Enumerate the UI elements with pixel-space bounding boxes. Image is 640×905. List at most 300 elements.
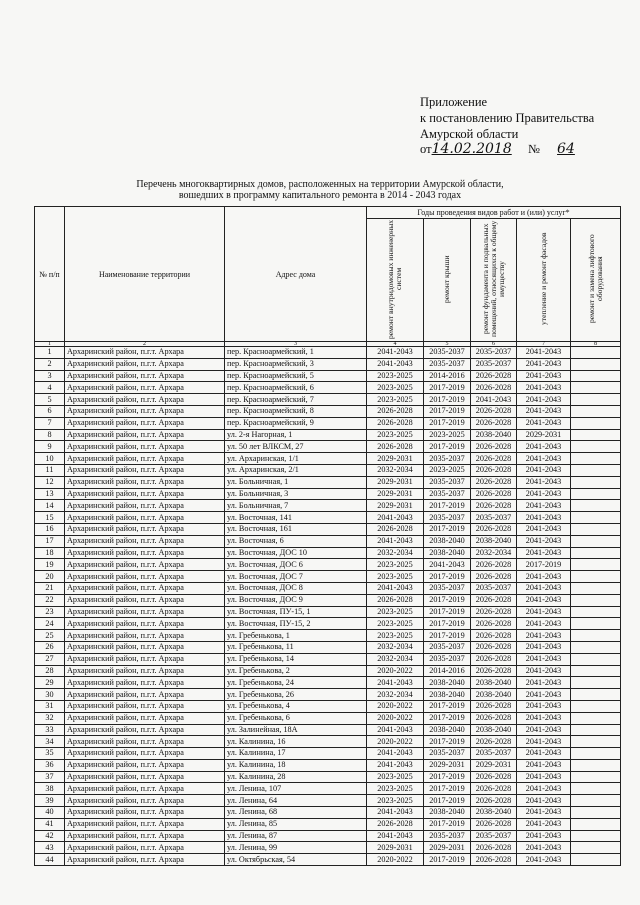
handwritten-date: 14.02.2018 <box>431 141 512 157</box>
date-prefix: от <box>420 142 432 156</box>
row-elevator-years <box>571 559 621 571</box>
region-label: Амурской области <box>420 127 519 141</box>
row-number: 1 <box>35 347 65 359</box>
row-facade-years: 2041-2043 <box>517 700 571 712</box>
row-number: 34 <box>35 736 65 748</box>
row-foundation-years: 2038-2040 <box>471 807 517 819</box>
row-foundation-years: 2026-2028 <box>471 405 517 417</box>
table-row <box>35 783 621 795</box>
row-roof-years: 2035-2037 <box>424 641 471 653</box>
row-territory: Архаринский район, п.г.т. Архара <box>65 641 225 653</box>
row-number: 14 <box>35 500 65 512</box>
row-roof-years: 2023-2025 <box>424 429 471 441</box>
row-facade-years: 2041-2043 <box>517 347 571 359</box>
col-engineering-header: ремонт внутридомовых инженерных систем <box>367 219 424 342</box>
row-territory: Архаринский район, п.г.т. Архара <box>65 559 225 571</box>
row-facade-years: 2041-2043 <box>517 689 571 701</box>
column-number: 8 <box>571 342 621 347</box>
column-number: 4 <box>367 342 424 347</box>
row-address: ул. Восточная, 141 <box>225 512 367 524</box>
row-territory: Архаринский район, п.г.т. Архара <box>65 818 225 830</box>
row-engineering-years: 2041-2043 <box>367 759 424 771</box>
column-number: 1 <box>35 342 65 347</box>
row-engineering-years: 2023-2025 <box>367 618 424 630</box>
table-row <box>35 347 621 359</box>
table-row <box>35 724 621 736</box>
row-foundation-years: 2041-2043 <box>471 394 517 406</box>
row-number: 2 <box>35 358 65 370</box>
row-facade-years: 2041-2043 <box>517 453 571 465</box>
row-territory: Архаринский район, п.г.т. Архара <box>65 582 225 594</box>
row-territory: Архаринский район, п.г.т. Архара <box>65 594 225 606</box>
row-number: 19 <box>35 559 65 571</box>
table-row <box>35 759 621 771</box>
table-row <box>35 441 621 453</box>
row-foundation-years: 2026-2028 <box>471 464 517 476</box>
row-elevator-years <box>571 795 621 807</box>
row-elevator-years <box>571 641 621 653</box>
table-row <box>35 842 621 854</box>
row-address: ул. Гребенькова, 26 <box>225 689 367 701</box>
table-row <box>35 630 621 642</box>
row-foundation-years: 2026-2028 <box>471 736 517 748</box>
row-foundation-years: 2026-2028 <box>471 441 517 453</box>
row-elevator-years <box>571 358 621 370</box>
row-territory: Архаринский район, п.г.т. Архара <box>65 547 225 559</box>
row-address: ул. Гребенькова, 4 <box>225 700 367 712</box>
row-elevator-years <box>571 571 621 583</box>
row-roof-years: 2035-2037 <box>424 512 471 524</box>
row-number: 16 <box>35 523 65 535</box>
row-foundation-years: 2026-2028 <box>471 700 517 712</box>
row-number: 39 <box>35 795 65 807</box>
row-roof-years: 2017-2019 <box>424 736 471 748</box>
row-facade-years: 2041-2043 <box>517 547 571 559</box>
row-address: пер. Красноармейский, 5 <box>225 370 367 382</box>
row-elevator-years <box>571 488 621 500</box>
row-engineering-years: 2023-2025 <box>367 606 424 618</box>
col-foundation-header: ремонт фундамента и подвальных помещений, относящихся к общему имуществу <box>471 219 517 342</box>
table-row <box>35 712 621 724</box>
column-number: 5 <box>424 342 471 347</box>
table-row <box>35 464 621 476</box>
row-number: 38 <box>35 783 65 795</box>
row-facade-years: 2041-2043 <box>517 512 571 524</box>
row-engineering-years: 2026-2028 <box>367 818 424 830</box>
row-number: 43 <box>35 842 65 854</box>
table-row <box>35 523 621 535</box>
row-engineering-years: 2023-2025 <box>367 630 424 642</box>
row-facade-years: 2041-2043 <box>517 677 571 689</box>
row-elevator-years <box>571 347 621 359</box>
list-title-line2: вошедших в программу капитального ремонта в 2014 - 2043 годах <box>178 190 462 201</box>
row-roof-years: 2038-2040 <box>424 689 471 701</box>
row-facade-years: 2041-2043 <box>517 618 571 630</box>
row-elevator-years <box>571 500 621 512</box>
row-roof-years: 2017-2019 <box>424 771 471 783</box>
row-facade-years: 2041-2043 <box>517 807 571 819</box>
row-territory: Архаринский район, п.г.т. Архара <box>65 724 225 736</box>
row-number: 32 <box>35 712 65 724</box>
row-address: пер. Красноармейский, 6 <box>225 382 367 394</box>
row-elevator-years <box>571 382 621 394</box>
row-roof-years: 2017-2019 <box>424 405 471 417</box>
row-foundation-years: 2026-2028 <box>471 771 517 783</box>
row-elevator-years <box>571 724 621 736</box>
row-roof-years: 2017-2019 <box>424 783 471 795</box>
row-engineering-years: 2041-2043 <box>367 724 424 736</box>
row-roof-years: 2035-2037 <box>424 582 471 594</box>
row-territory: Архаринский район, п.г.т. Архара <box>65 677 225 689</box>
row-number: 21 <box>35 582 65 594</box>
row-roof-years: 2017-2019 <box>424 500 471 512</box>
table-row <box>35 771 621 783</box>
row-foundation-years: 2029-2031 <box>471 759 517 771</box>
row-address: ул. Ленина, 99 <box>225 842 367 854</box>
row-elevator-years <box>571 464 621 476</box>
table-row <box>35 382 621 394</box>
row-elevator-years <box>571 748 621 760</box>
table-row <box>35 606 621 618</box>
row-number: 12 <box>35 476 65 488</box>
table-row <box>35 559 621 571</box>
row-engineering-years: 2020-2022 <box>367 712 424 724</box>
row-elevator-years <box>571 677 621 689</box>
row-address: ул. Калинина, 28 <box>225 771 367 783</box>
row-number: 37 <box>35 771 65 783</box>
row-elevator-years <box>571 830 621 842</box>
row-facade-years: 2041-2043 <box>517 606 571 618</box>
row-engineering-years: 2020-2022 <box>367 854 424 866</box>
row-territory: Архаринский район, п.г.т. Архара <box>65 347 225 359</box>
row-territory: Архаринский район, п.г.т. Архара <box>65 500 225 512</box>
row-address: ул. Гребенькова, 14 <box>225 653 367 665</box>
row-territory: Архаринский район, п.г.т. Архара <box>65 417 225 429</box>
row-facade-years: 2041-2043 <box>517 464 571 476</box>
row-foundation-years: 2026-2028 <box>471 795 517 807</box>
row-number: 22 <box>35 594 65 606</box>
row-territory: Архаринский район, п.г.т. Архара <box>65 429 225 441</box>
row-roof-years: 2035-2037 <box>424 453 471 465</box>
row-number: 10 <box>35 453 65 465</box>
row-roof-years: 2035-2037 <box>424 653 471 665</box>
row-elevator-years <box>571 606 621 618</box>
table-row <box>35 488 621 500</box>
table-row <box>35 394 621 406</box>
row-territory: Архаринский район, п.г.т. Архара <box>65 476 225 488</box>
row-engineering-years: 2032-2034 <box>367 641 424 653</box>
list-title-line1: Перечень многоквартирных домов, расположенных на территории Амурской области, <box>136 179 504 190</box>
row-territory: Архаринский район, п.г.т. Архара <box>65 358 225 370</box>
row-engineering-years: 2041-2043 <box>367 512 424 524</box>
row-engineering-years: 2023-2025 <box>367 771 424 783</box>
row-foundation-years: 2026-2028 <box>471 417 517 429</box>
row-elevator-years <box>571 394 621 406</box>
row-roof-years: 2038-2040 <box>424 677 471 689</box>
table-row <box>35 700 621 712</box>
column-number: 7 <box>517 342 571 347</box>
row-number: 41 <box>35 818 65 830</box>
row-territory: Архаринский район, п.г.т. Архара <box>65 736 225 748</box>
row-territory: Архаринский район, п.г.т. Архара <box>65 464 225 476</box>
row-engineering-years: 2023-2025 <box>367 429 424 441</box>
row-foundation-years: 2026-2028 <box>471 382 517 394</box>
handwritten-number: 64 <box>557 141 575 157</box>
row-address: ул. Гребенькова, 6 <box>225 712 367 724</box>
row-facade-years: 2041-2043 <box>517 854 571 866</box>
row-address: ул. Больничная, 3 <box>225 488 367 500</box>
row-engineering-years: 2026-2028 <box>367 405 424 417</box>
row-address: ул. Гребенькова, 1 <box>225 630 367 642</box>
row-engineering-years: 2020-2022 <box>367 700 424 712</box>
row-roof-years: 2029-2031 <box>424 842 471 854</box>
row-engineering-years: 2026-2028 <box>367 594 424 606</box>
row-roof-years: 2017-2019 <box>424 394 471 406</box>
row-engineering-years: 2029-2031 <box>367 453 424 465</box>
row-engineering-years: 2029-2031 <box>367 488 424 500</box>
row-engineering-years: 2023-2025 <box>367 382 424 394</box>
row-roof-years: 2017-2019 <box>424 712 471 724</box>
row-facade-years: 2041-2043 <box>517 417 571 429</box>
row-territory: Архаринский район, п.г.т. Архара <box>65 795 225 807</box>
row-foundation-years: 2026-2028 <box>471 453 517 465</box>
row-foundation-years: 2026-2028 <box>471 488 517 500</box>
row-foundation-years: 2038-2040 <box>471 724 517 736</box>
row-number: 5 <box>35 394 65 406</box>
row-elevator-years <box>571 405 621 417</box>
row-address: пер. Красноармейский, 7 <box>225 394 367 406</box>
row-address: ул. Восточная, ПУ-15, 2 <box>225 618 367 630</box>
row-foundation-years: 2035-2037 <box>471 748 517 760</box>
row-foundation-years: 2026-2028 <box>471 559 517 571</box>
row-foundation-years: 2026-2028 <box>471 818 517 830</box>
row-foundation-years: 2038-2040 <box>471 689 517 701</box>
table-row <box>35 594 621 606</box>
row-engineering-years: 2041-2043 <box>367 358 424 370</box>
row-territory: Архаринский район, п.г.т. Архара <box>65 382 225 394</box>
row-engineering-years: 2029-2031 <box>367 500 424 512</box>
row-address: ул. 50 лет ВЛКСМ, 27 <box>225 441 367 453</box>
row-territory: Архаринский район, п.г.т. Архара <box>65 759 225 771</box>
table-row <box>35 818 621 830</box>
row-foundation-years: 2035-2037 <box>471 358 517 370</box>
row-facade-years: 2041-2043 <box>517 665 571 677</box>
row-address: ул. 2-я Нагорная, 1 <box>225 429 367 441</box>
row-foundation-years: 2026-2028 <box>471 594 517 606</box>
row-facade-years: 2041-2043 <box>517 759 571 771</box>
row-facade-years: 2041-2043 <box>517 523 571 535</box>
row-territory: Архаринский район, п.г.т. Архара <box>65 630 225 642</box>
row-foundation-years: 2026-2028 <box>471 665 517 677</box>
row-foundation-years: 2035-2037 <box>471 347 517 359</box>
row-foundation-years: 2026-2028 <box>471 606 517 618</box>
row-foundation-years: 2026-2028 <box>471 370 517 382</box>
row-elevator-years <box>571 476 621 488</box>
row-roof-years: 2017-2019 <box>424 854 471 866</box>
row-engineering-years: 2020-2022 <box>367 736 424 748</box>
appendix-label: Приложение <box>420 95 488 109</box>
row-engineering-years: 2023-2025 <box>367 571 424 583</box>
row-address: ул. Восточная, 6 <box>225 535 367 547</box>
table-row <box>35 641 621 653</box>
row-engineering-years: 2026-2028 <box>367 441 424 453</box>
row-roof-years: 2017-2019 <box>424 818 471 830</box>
table-row <box>35 547 621 559</box>
table-row <box>35 854 621 866</box>
table-row <box>35 830 621 842</box>
row-facade-years: 2041-2043 <box>517 712 571 724</box>
row-facade-years: 2041-2043 <box>517 630 571 642</box>
row-territory: Архаринский район, п.г.т. Архара <box>65 571 225 583</box>
row-foundation-years: 2026-2028 <box>471 653 517 665</box>
row-facade-years: 2029-2031 <box>517 429 571 441</box>
row-address: ул. Гребенькова, 2 <box>225 665 367 677</box>
row-address: ул. Больничная, 1 <box>225 476 367 488</box>
row-facade-years: 2041-2043 <box>517 830 571 842</box>
table-row <box>35 795 621 807</box>
row-engineering-years: 2041-2043 <box>367 535 424 547</box>
table-row <box>35 689 621 701</box>
row-engineering-years: 2023-2025 <box>367 370 424 382</box>
table-row <box>35 453 621 465</box>
decree-date-line <box>420 142 589 156</box>
row-number: 15 <box>35 512 65 524</box>
row-address: ул. Больничная, 7 <box>225 500 367 512</box>
row-foundation-years: 2038-2040 <box>471 535 517 547</box>
table-row <box>35 665 621 677</box>
row-facade-years: 2041-2043 <box>517 724 571 736</box>
row-roof-years: 2017-2019 <box>424 382 471 394</box>
row-elevator-years <box>571 759 621 771</box>
row-number: 29 <box>35 677 65 689</box>
row-foundation-years: 2038-2040 <box>471 677 517 689</box>
row-address: ул. Гребенькова, 11 <box>225 641 367 653</box>
row-territory: Архаринский район, п.г.т. Архара <box>65 512 225 524</box>
row-elevator-years <box>571 665 621 677</box>
row-engineering-years: 2023-2025 <box>367 394 424 406</box>
row-facade-years: 2041-2043 <box>517 653 571 665</box>
row-elevator-years <box>571 547 621 559</box>
row-territory: Архаринский район, п.г.т. Архара <box>65 606 225 618</box>
row-address: ул. Ленина, 107 <box>225 783 367 795</box>
row-number: 9 <box>35 441 65 453</box>
row-number: 3 <box>35 370 65 382</box>
row-territory: Архаринский район, п.г.т. Архара <box>65 453 225 465</box>
row-engineering-years: 2023-2025 <box>367 559 424 571</box>
row-territory: Архаринский район, п.г.т. Архара <box>65 807 225 819</box>
row-foundation-years: 2032-2034 <box>471 547 517 559</box>
row-number: 23 <box>35 606 65 618</box>
row-address: ул. Восточная, ДОС 7 <box>225 571 367 583</box>
row-number: 26 <box>35 641 65 653</box>
row-foundation-years: 2026-2028 <box>471 712 517 724</box>
decree-label: к постановлению Правительства <box>420 111 595 125</box>
row-number: 31 <box>35 700 65 712</box>
row-engineering-years: 2032-2034 <box>367 547 424 559</box>
table-row <box>35 405 621 417</box>
column-number: 2 <box>65 342 225 347</box>
row-elevator-years <box>571 453 621 465</box>
row-elevator-years <box>571 582 621 594</box>
row-facade-years: 2041-2043 <box>517 842 571 854</box>
row-address: ул. Восточная, ДОС 8 <box>225 582 367 594</box>
row-foundation-years: 2035-2037 <box>471 830 517 842</box>
column-number: 3 <box>225 342 367 347</box>
row-foundation-years: 2026-2028 <box>471 842 517 854</box>
row-engineering-years: 2041-2043 <box>367 582 424 594</box>
row-address: ул. Архаринская, 1/1 <box>225 453 367 465</box>
row-facade-years: 2041-2043 <box>517 571 571 583</box>
row-address: ул. Октябрьская, 54 <box>225 854 367 866</box>
row-address: ул. Восточная, ДОС 9 <box>225 594 367 606</box>
row-foundation-years: 2026-2028 <box>471 523 517 535</box>
row-engineering-years: 2041-2043 <box>367 807 424 819</box>
row-roof-years: 2038-2040 <box>424 807 471 819</box>
col-territory-header: Наименование территории <box>65 207 225 342</box>
row-facade-years: 2017-2019 <box>517 559 571 571</box>
row-territory: Архаринский район, п.г.т. Архара <box>65 665 225 677</box>
row-engineering-years: 2029-2031 <box>367 842 424 854</box>
row-elevator-years <box>571 783 621 795</box>
row-facade-years: 2041-2043 <box>517 736 571 748</box>
row-elevator-years <box>571 630 621 642</box>
row-elevator-years <box>571 429 621 441</box>
row-elevator-years <box>571 818 621 830</box>
row-roof-years: 2041-2043 <box>424 559 471 571</box>
row-number: 17 <box>35 535 65 547</box>
row-foundation-years: 2026-2028 <box>471 618 517 630</box>
row-engineering-years: 2041-2043 <box>367 347 424 359</box>
row-number: 13 <box>35 488 65 500</box>
row-roof-years: 2017-2019 <box>424 441 471 453</box>
table-row <box>35 571 621 583</box>
row-roof-years: 2017-2019 <box>424 618 471 630</box>
row-number: 6 <box>35 405 65 417</box>
row-facade-years: 2041-2043 <box>517 641 571 653</box>
row-roof-years: 2038-2040 <box>424 724 471 736</box>
row-address: ул. Ленина, 87 <box>225 830 367 842</box>
row-territory: Архаринский район, п.г.т. Архара <box>65 441 225 453</box>
row-territory: Архаринский район, п.г.т. Архара <box>65 783 225 795</box>
row-facade-years: 2041-2043 <box>517 476 571 488</box>
row-address: ул. Ленина, 68 <box>225 807 367 819</box>
row-number: 33 <box>35 724 65 736</box>
row-engineering-years: 2032-2034 <box>367 464 424 476</box>
table-row <box>35 500 621 512</box>
row-number: 24 <box>35 618 65 630</box>
row-territory: Архаринский район, п.г.т. Архара <box>65 830 225 842</box>
row-facade-years: 2041-2043 <box>517 783 571 795</box>
row-territory: Архаринский район, п.г.т. Архара <box>65 618 225 630</box>
row-elevator-years <box>571 441 621 453</box>
row-territory: Архаринский район, п.г.т. Архара <box>65 394 225 406</box>
table-row <box>35 358 621 370</box>
row-roof-years: 2023-2025 <box>424 464 471 476</box>
row-number: 27 <box>35 653 65 665</box>
row-roof-years: 2017-2019 <box>424 417 471 429</box>
row-roof-years: 2017-2019 <box>424 795 471 807</box>
row-foundation-years: 2026-2028 <box>471 476 517 488</box>
works-years-group-header: Годы проведения видов работ и (или) услуг* <box>367 207 621 219</box>
row-elevator-years <box>571 523 621 535</box>
row-facade-years: 2041-2043 <box>517 818 571 830</box>
row-engineering-years: 2032-2034 <box>367 653 424 665</box>
row-facade-years: 2041-2043 <box>517 488 571 500</box>
row-territory: Архаринский район, п.г.т. Архара <box>65 854 225 866</box>
row-address: ул. Калинина, 18 <box>225 759 367 771</box>
row-engineering-years: 2041-2043 <box>367 677 424 689</box>
row-address: ул. Восточная, ДОС 6 <box>225 559 367 571</box>
